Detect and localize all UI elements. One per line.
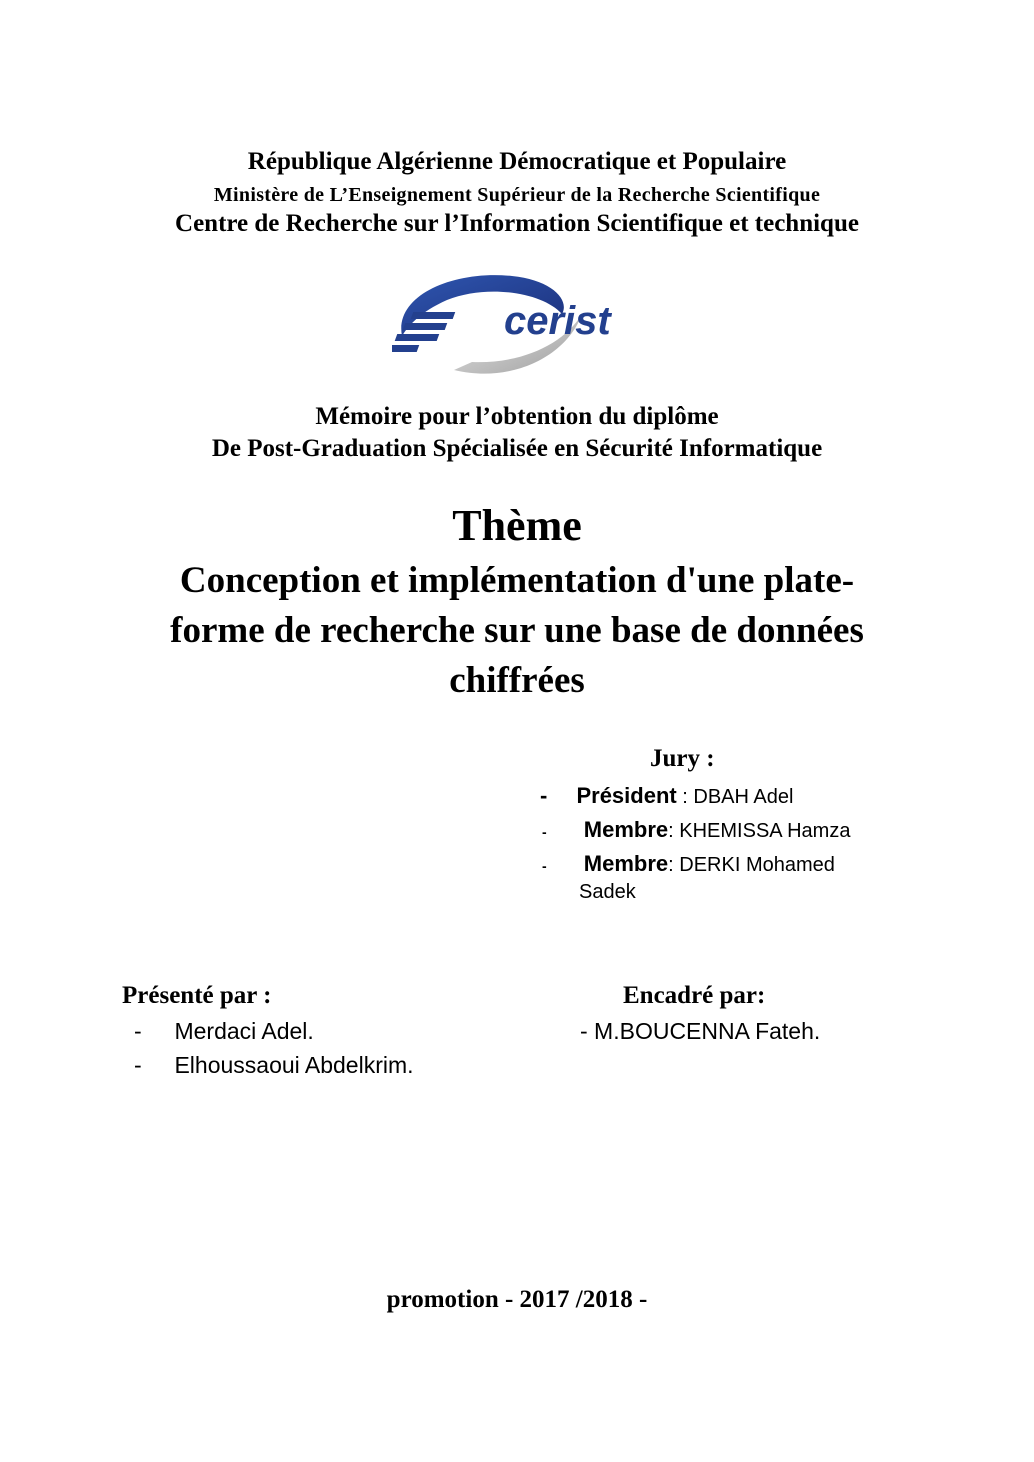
theme-title-line: Conception et implémentation d'une plate- — [179, 560, 855, 601]
jury-role: Membre — [583, 851, 669, 876]
jury-role: Président — [576, 783, 677, 808]
center-heading: Centre de Recherche sur l’Information Scientifique et technique — [175, 210, 859, 237]
theme-title-line: chiffrées — [449, 660, 585, 701]
jury-role: Membre — [583, 817, 669, 842]
theme-label: Thème — [452, 501, 582, 550]
bullet-dash: - — [134, 1018, 142, 1044]
jury-name: DBAH Adel — [687, 786, 794, 808]
memoire-line1: Mémoire pour l’obtention du diplôme — [315, 403, 719, 430]
bullet-dash: - — [134, 1052, 142, 1078]
logo-text: cerist — [504, 299, 611, 343]
republic-heading: République Algérienne Démocratique et Populaire — [247, 148, 787, 175]
presenter — [134, 1018, 314, 1045]
bullet-dash: - — [542, 858, 547, 874]
presenter-name: Merdaci Adel. — [174, 1018, 314, 1044]
bullet-dash: - — [540, 783, 548, 808]
jury-name: DERKI Mohamed — [673, 854, 835, 876]
supervised-by-title: Encadré par: — [623, 982, 766, 1009]
promotion-line: promotion - 2017 /2018 - — [386, 1286, 648, 1313]
supervisor-name: - M.BOUCENNA Fateh. — [580, 1018, 821, 1044]
jury-member — [542, 851, 835, 877]
jury-member — [542, 817, 850, 843]
theme-title — [100, 556, 934, 706]
cerist-logo — [392, 266, 642, 378]
jury-name: KHEMISSA Hamza — [673, 820, 851, 842]
presenter — [134, 1052, 414, 1079]
jury-title: Jury : — [650, 745, 715, 772]
jury-member — [540, 783, 793, 809]
bullet-dash: - — [542, 824, 547, 840]
theme-title-line: forme de recherche sur une base de données — [170, 610, 864, 651]
jury-separator: : — [676, 786, 688, 808]
memoire-line2: De Post-Graduation Spécialisée en Sécurité Informatique — [211, 435, 823, 462]
ministry-heading: Ministère de L’Enseignement Supérieur de la Recherche Scientifique — [213, 184, 821, 206]
jury-separator: : — [668, 820, 674, 842]
jury-separator: : — [668, 854, 674, 876]
jury-name-continued: Sadek — [579, 881, 636, 903]
presenter-name: Elhoussaoui Abdelkrim. — [174, 1052, 414, 1078]
presented-by-title: Présenté par : — [122, 982, 272, 1009]
